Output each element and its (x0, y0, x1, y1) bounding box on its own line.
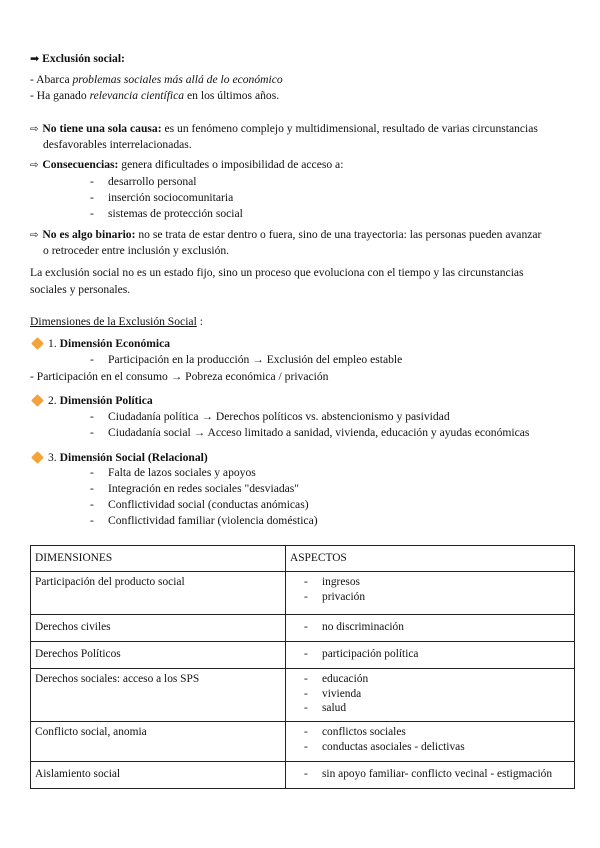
section-heading (30, 51, 125, 67)
table-cell-aspects (286, 722, 575, 762)
orange-diamond-icon (31, 451, 44, 464)
table-row (31, 572, 575, 615)
table-cell-dimension: Derechos Políticos (31, 642, 286, 669)
table-cell-dimension: Conflicto social, anomia (31, 722, 286, 762)
dimensiones-title: Dimensiones de la Exclusión Social : (30, 315, 203, 328)
consecuencias-line: ⇨ Consecuencias: genera dificultades o imposibilidad de acceso a: (30, 158, 344, 171)
table-row (31, 615, 575, 642)
table-cell-dimension: Derechos civiles (31, 615, 286, 642)
intro-line-2: - Ha ganado relevancia científica en los últimos años. (30, 89, 280, 102)
list-item: - conductas asociales - delictivas (304, 740, 465, 753)
list-item: - Ciudadanía social → Acceso limitado a sanidad, vivienda, educación y ayudas económicas (90, 426, 530, 439)
orange-diamond-icon (31, 337, 44, 350)
pointing-arrow-icon: ⇨ (30, 124, 39, 135)
list-item: - no discriminación (304, 621, 404, 633)
list-item: - desarrollo personal (90, 175, 197, 188)
table-header-row (31, 546, 575, 572)
table-row (31, 722, 575, 762)
table-cell-aspects (286, 572, 575, 615)
dimension-social-heading: 3. Dimensión Social (Relacional) (30, 450, 208, 466)
table-cell-dimension: Participación del producto social (31, 572, 286, 615)
list-item: - inserción sociocomunitaria (90, 191, 234, 204)
pointing-arrow-icon: ⇨ (30, 230, 39, 241)
causa-line-1: ⇨ No tiene una sola causa: es un fenómeno complejo y multidimensional, resultado de varias circunstancias (30, 122, 538, 135)
list-item: - salud (304, 702, 347, 714)
right-arrow-icon: ➡ (30, 52, 40, 65)
list-item: - vivienda (304, 687, 362, 700)
list-item: - sistemas de protección social (90, 207, 243, 220)
table-row (31, 762, 575, 789)
paragraph-line-2: sociales y personales. (30, 283, 131, 296)
list-item: - Conflictividad social (conductas anómicas) (90, 498, 309, 511)
binario-line-1: ⇨ No es algo binario: no se trata de estar dentro o fuera, sino de una trayectoria: las personas pueden avanzar (30, 228, 542, 241)
dimension-politica-heading: 2. Dimensión Política (30, 393, 153, 409)
list-item: - ingresos (304, 576, 360, 588)
heading-title: Exclusión social: (42, 52, 125, 65)
table-header-cell: ASPECTOS (286, 546, 575, 572)
dimension-economica-heading: 1. Dimensión Económica (30, 336, 170, 352)
dimensiones-table (30, 545, 575, 789)
binario-line-2: o retroceder entre inclusión y exclusión. (43, 244, 230, 257)
list-item: - conflictos sociales (304, 726, 406, 738)
table-cell-dimension: Derechos sociales: acceso a los SPS (31, 669, 286, 722)
list-item: - educación (304, 673, 369, 685)
list-item: - sin apoyo familiar- conflicto vecinal - estigmación (304, 768, 553, 780)
orange-diamond-icon (31, 394, 44, 407)
list-item: - Participación en el consumo → Pobreza económica / privación (30, 370, 329, 383)
list-item: - Integración en redes sociales "desviadas" (90, 482, 300, 495)
intro-line-1: - Abarca problemas sociales más allá de lo económico (30, 73, 283, 86)
list-item: - Conflictividad familiar (violencia doméstica) (90, 514, 318, 527)
table-cell-aspects (286, 669, 575, 722)
table-row (31, 669, 575, 722)
table-cell-dimension: Aislamiento social (31, 762, 286, 789)
table-cell-aspects (286, 615, 575, 642)
pointing-arrow-icon: ⇨ (30, 160, 39, 171)
table-cell-aspects (286, 642, 575, 669)
table-cell-aspects (286, 762, 575, 789)
list-item: - Falta de lazos sociales y apoyos (90, 466, 256, 479)
list-item: - Ciudadanía política → Derechos políticos vs. abstencionismo y pasividad (90, 410, 450, 423)
list-item: - Participación en la producción → Exclusión del empleo estable (90, 353, 403, 366)
list-item: - privación (304, 590, 366, 603)
table-row (31, 642, 575, 669)
causa-line-2: desfavorables interrelacionadas. (43, 138, 192, 151)
table-header-cell: DIMENSIONES (31, 546, 286, 572)
list-item: - participación política (304, 648, 419, 660)
paragraph-line-1: La exclusión social no es un estado fijo, sino un proceso que evoluciona con el tiempo y las circunstancias (30, 266, 524, 279)
